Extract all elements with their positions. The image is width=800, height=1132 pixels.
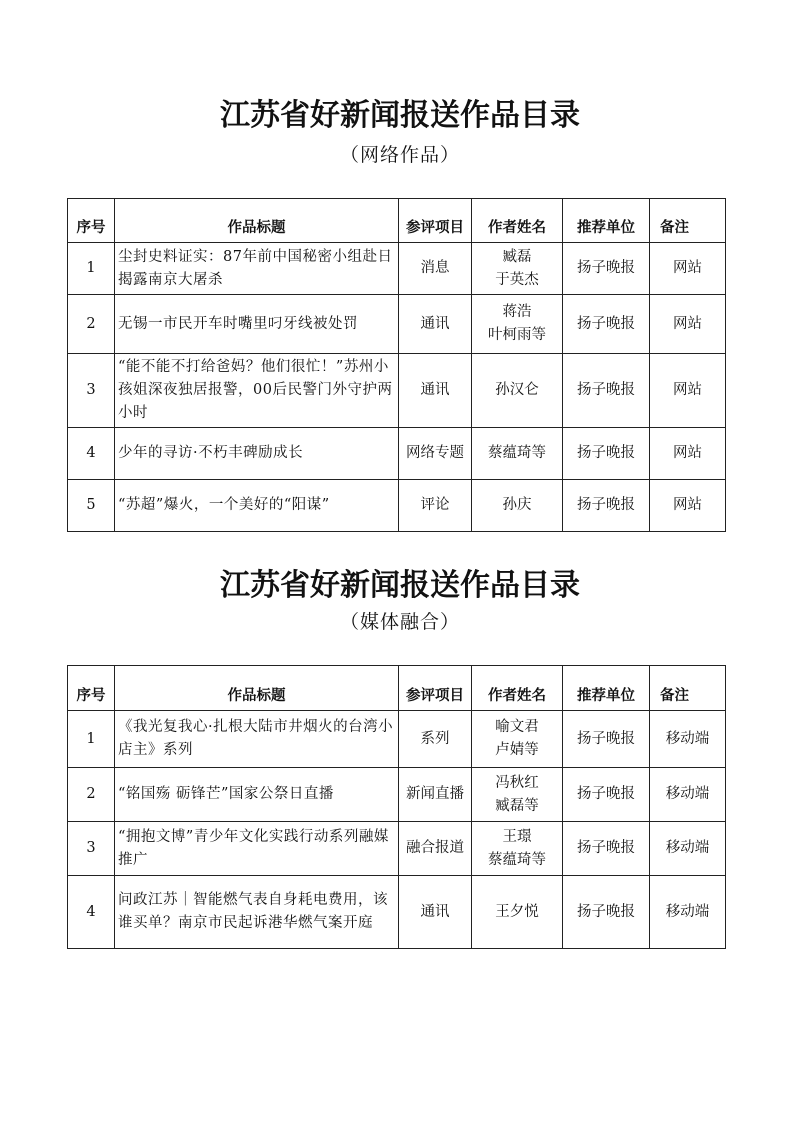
header-author: 作者姓名 <box>472 199 563 243</box>
header-category: 参评项目 <box>399 666 472 711</box>
header-category: 参评项目 <box>399 199 472 243</box>
author-name: 于英杰 <box>495 271 539 288</box>
row-no: 2 <box>68 768 115 822</box>
works-table <box>67 665 726 949</box>
row-title: “能不能不打给爸妈？他们很忙！”苏州小孩姐深夜独居报警，00后民警门外守护两小时 <box>115 354 399 428</box>
author-name: 蒋浩 <box>502 304 532 320</box>
author-name: 臧磊 <box>502 248 532 265</box>
row-title: 《我光复我心·扎根大陆市井烟火的台湾小店主》系列 <box>115 711 399 768</box>
row-remark: 网站 <box>650 480 726 532</box>
section-title: 江苏省好新闻报送作品目录 <box>220 568 580 603</box>
row-category: 通讯 <box>399 354 472 428</box>
row-unit: 扬子晚报 <box>563 428 650 480</box>
row-unit: 扬子晚报 <box>563 243 650 295</box>
table-row <box>68 876 726 949</box>
row-unit: 扬子晚报 <box>563 354 650 428</box>
author-name: 冯秋红 <box>495 774 539 791</box>
row-no: 3 <box>68 354 115 428</box>
row-category: 通讯 <box>399 295 472 354</box>
row-remark: 移动端 <box>650 876 726 949</box>
works-table <box>67 198 726 532</box>
row-remark: 网站 <box>650 354 726 428</box>
header-title: 作品标题 <box>115 666 399 711</box>
author-name: 孙庆 <box>502 497 532 513</box>
author-name: 臧磊等 <box>495 797 539 814</box>
author-name: 王夕悦 <box>495 903 539 920</box>
author-name: 叶柯雨等 <box>488 327 546 343</box>
row-no: 4 <box>68 428 115 480</box>
row-no: 5 <box>68 480 115 532</box>
row-author <box>472 876 563 949</box>
row-no: 4 <box>68 876 115 949</box>
row-title: 少年的寻访·不朽丰碑励成长 <box>115 428 399 480</box>
row-author <box>472 711 563 768</box>
header-author: 作者姓名 <box>472 666 563 711</box>
row-unit: 扬子晚报 <box>563 295 650 354</box>
header-remark: 备注 <box>650 666 726 711</box>
row-unit: 扬子晚报 <box>563 822 650 876</box>
header-remark: 备注 <box>650 199 726 243</box>
table-row <box>68 428 726 480</box>
row-remark: 网站 <box>650 295 726 354</box>
row-category: 消息 <box>399 243 472 295</box>
row-author <box>472 480 563 532</box>
row-category: 网络专题 <box>399 428 472 480</box>
row-title: 无锡一市民开车时嘴里叼牙线被处罚 <box>115 295 399 354</box>
row-category: 融合报道 <box>399 822 472 876</box>
row-no: 1 <box>68 711 115 768</box>
header-unit: 推荐单位 <box>563 199 650 243</box>
row-no: 3 <box>68 822 115 876</box>
row-author <box>472 354 563 428</box>
row-unit: 扬子晚报 <box>563 480 650 532</box>
row-author <box>472 428 563 480</box>
row-category: 通讯 <box>399 876 472 949</box>
row-unit: 扬子晚报 <box>563 711 650 768</box>
row-title: “苏超”爆火，一个美好的“阳谋” <box>115 480 399 532</box>
section-subtitle: （网络作品） <box>339 144 460 166</box>
row-no: 1 <box>68 243 115 295</box>
row-title: 问政江苏｜智能燃气表自身耗电费用，该谁买单？南京市民起诉港华燃气案开庭 <box>115 876 399 949</box>
row-unit: 扬子晚报 <box>563 768 650 822</box>
author-name: 喻文君 <box>495 719 539 735</box>
row-title: “拥抱文博”青少年文化实践行动系列融媒推广 <box>115 822 399 876</box>
table-row <box>68 354 726 428</box>
table-row <box>68 768 726 822</box>
row-author <box>472 822 563 876</box>
table-row <box>68 295 726 354</box>
author-name: 卢婧等 <box>495 742 539 758</box>
row-remark: 网站 <box>650 243 726 295</box>
author-name: 蔡蕴琦等 <box>488 851 546 868</box>
author-name: 王璟 <box>502 828 532 845</box>
row-author <box>472 768 563 822</box>
row-remark: 移动端 <box>650 768 726 822</box>
author-name: 孙汉仑 <box>495 382 539 398</box>
header-title: 作品标题 <box>115 199 399 243</box>
header-unit: 推荐单位 <box>563 666 650 711</box>
header-no: 序号 <box>68 666 115 711</box>
row-category: 系列 <box>399 711 472 768</box>
row-remark: 网站 <box>650 428 726 480</box>
table-row <box>68 243 726 295</box>
table-row <box>68 480 726 532</box>
table-row <box>68 822 726 876</box>
row-author <box>472 295 563 354</box>
header-no: 序号 <box>68 199 115 243</box>
row-title: “铭国殇 砺锋芒”国家公祭日直播 <box>115 768 399 822</box>
row-remark: 移动端 <box>650 822 726 876</box>
row-no: 2 <box>68 295 115 354</box>
section-subtitle: （媒体融合） <box>339 611 460 633</box>
row-category: 新闻直播 <box>399 768 472 822</box>
table-row <box>68 711 726 768</box>
row-remark: 移动端 <box>650 711 726 768</box>
row-category: 评论 <box>399 480 472 532</box>
row-unit: 扬子晚报 <box>563 876 650 949</box>
row-title: 尘封史料证实：87年前中国秘密小组赴日揭露南京大屠杀 <box>115 243 399 295</box>
table-header-row <box>68 666 726 711</box>
table-header-row <box>68 199 726 243</box>
author-name: 蔡蕴琦等 <box>488 445 546 461</box>
row-author <box>472 243 563 295</box>
section-title: 江苏省好新闻报送作品目录 <box>220 98 580 133</box>
